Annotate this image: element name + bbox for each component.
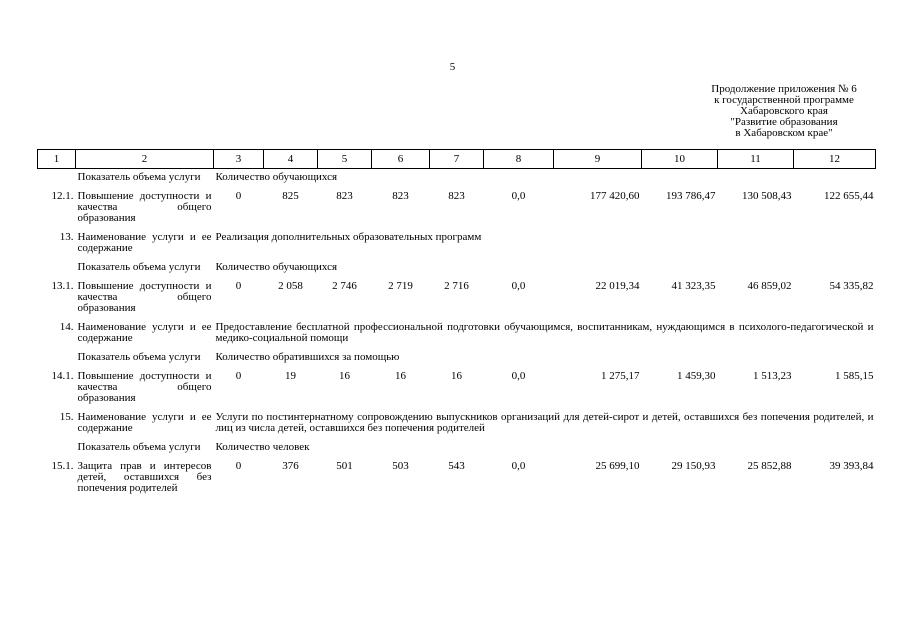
table-row [38, 322, 876, 344]
cell-12: 54 335,82 [829, 280, 874, 292]
row-name: Повышение доступности и качества общего образования [77, 190, 212, 224]
col-header-6: 6 [372, 150, 430, 169]
row-name: Наименование услуги и ее содержание [77, 231, 212, 254]
table-row [38, 169, 876, 184]
cell-11: 130 508,43 [742, 190, 792, 202]
cell-10: 193 786,47 [666, 190, 716, 202]
cell-7: 2 716 [444, 280, 469, 292]
table-row [38, 262, 876, 273]
cell-9: 177 420,60 [590, 190, 640, 202]
row-number: 14.1. [51, 370, 74, 382]
row-number: 14. [59, 321, 74, 333]
cell-7: 823 [448, 190, 465, 202]
col-header-11: 11 [718, 150, 794, 169]
cell-4: 2 058 [278, 280, 303, 292]
table-row [38, 442, 876, 453]
cell-6: 2 719 [388, 280, 413, 292]
cell-4: 376 [282, 460, 299, 472]
col-header-8: 8 [484, 150, 554, 169]
cell-8: 0,0 [511, 190, 526, 202]
row-number: 13. [59, 231, 74, 243]
appendix-line-1: Продолжение приложения № 6 [711, 83, 857, 95]
cell-11: 46 859,02 [747, 280, 792, 292]
cell-12: 39 393,84 [829, 460, 874, 472]
col-header-5: 5 [318, 150, 372, 169]
row-number: 12.1. [51, 190, 74, 202]
row-name: Защита прав и интересов детей, оставшихся без попечения родителей [77, 460, 212, 494]
row-name: Показатель объема услуги [77, 441, 201, 453]
cell-12: 1 585,15 [835, 370, 874, 382]
row-name: Наименование услуги и ее содержание [77, 321, 212, 344]
cell-6: 503 [392, 460, 409, 472]
table-row [38, 412, 876, 434]
table-row [38, 371, 876, 404]
col-header-9: 9 [554, 150, 642, 169]
cell-8: 0,0 [511, 370, 526, 382]
row-description: Услуги по постинтернатному сопровождению выпускников организаций для детей-сирот и детей, оставшихся без попечения родителей, и лиц из числа детей, оставшихся без попечения родителей [215, 411, 874, 434]
row-description: Реализация дополнительных образовательных программ [215, 231, 482, 243]
col-header-7: 7 [430, 150, 484, 169]
table-row [38, 191, 876, 224]
program-table [37, 149, 876, 494]
row-name: Повышение доступности и качества общего образования [77, 280, 212, 314]
cell-10: 29 150,93 [671, 460, 716, 472]
cell-7: 16 [451, 370, 462, 382]
cell-11: 25 852,88 [747, 460, 792, 472]
cell-4: 825 [282, 190, 299, 202]
cell-5: 16 [339, 370, 350, 382]
row-name: Показатель объема услуги [77, 351, 201, 363]
cell-12: 122 655,44 [824, 190, 874, 202]
cell-5: 823 [336, 190, 353, 202]
cell-9: 1 275,17 [601, 370, 640, 382]
row-description: Количество обучающихся [215, 261, 338, 273]
row-description: Количество человек [215, 441, 310, 453]
cell-9: 22 019,34 [595, 280, 640, 292]
appendix-heading [690, 84, 878, 139]
col-header-1: 1 [38, 150, 76, 169]
cell-10: 41 323,35 [671, 280, 716, 292]
appendix-line-3: Хабаровского края [740, 105, 828, 117]
row-number: 13.1. [51, 280, 74, 292]
cell-7: 543 [448, 460, 465, 472]
row-description: Предоставление бесплатной профессиональной подготовки обучающимся, воспитанникам, нуждающимся в психолого-педагогической и медико-социальной помощи [215, 321, 874, 344]
column-number-row [38, 150, 876, 169]
row-name: Повышение доступности и качества общего образования [77, 370, 212, 404]
row-name: Наименование услуги и ее содержание [77, 411, 212, 434]
row-name: Показатель объема услуги [77, 171, 201, 183]
cell-3: 0 [235, 370, 242, 382]
table-row [38, 281, 876, 314]
col-header-2: 2 [76, 150, 214, 169]
row-number: 15. [59, 411, 74, 423]
col-header-4: 4 [264, 150, 318, 169]
page-number: 5 [449, 61, 456, 73]
cell-3: 0 [235, 280, 242, 292]
row-description: Количество обучающихся [215, 171, 338, 183]
cell-6: 823 [392, 190, 409, 202]
cell-8: 0,0 [511, 280, 526, 292]
cell-5: 2 746 [332, 280, 357, 292]
row-name: Показатель объема услуги [77, 261, 201, 273]
table-row [38, 461, 876, 494]
cell-3: 0 [235, 460, 242, 472]
cell-3: 0 [235, 190, 242, 202]
cell-5: 501 [336, 460, 353, 472]
cell-8: 0,0 [511, 460, 526, 472]
cell-4: 19 [285, 370, 296, 382]
col-header-12: 12 [794, 150, 876, 169]
row-description: Количество обратившихся за помощью [215, 351, 400, 363]
cell-10: 1 459,30 [677, 370, 716, 382]
row-number: 15.1. [51, 460, 74, 472]
appendix-line-5: в Хабаровском крае" [735, 127, 833, 139]
appendix-line-4: "Развитие образования [730, 116, 838, 128]
cell-9: 25 699,10 [595, 460, 640, 472]
table-row [38, 232, 876, 254]
cell-6: 16 [395, 370, 406, 382]
col-header-3: 3 [214, 150, 264, 169]
cell-11: 1 513,23 [753, 370, 792, 382]
col-header-10: 10 [642, 150, 718, 169]
appendix-line-2: к государственной программе [714, 94, 854, 106]
table-row [38, 352, 876, 363]
